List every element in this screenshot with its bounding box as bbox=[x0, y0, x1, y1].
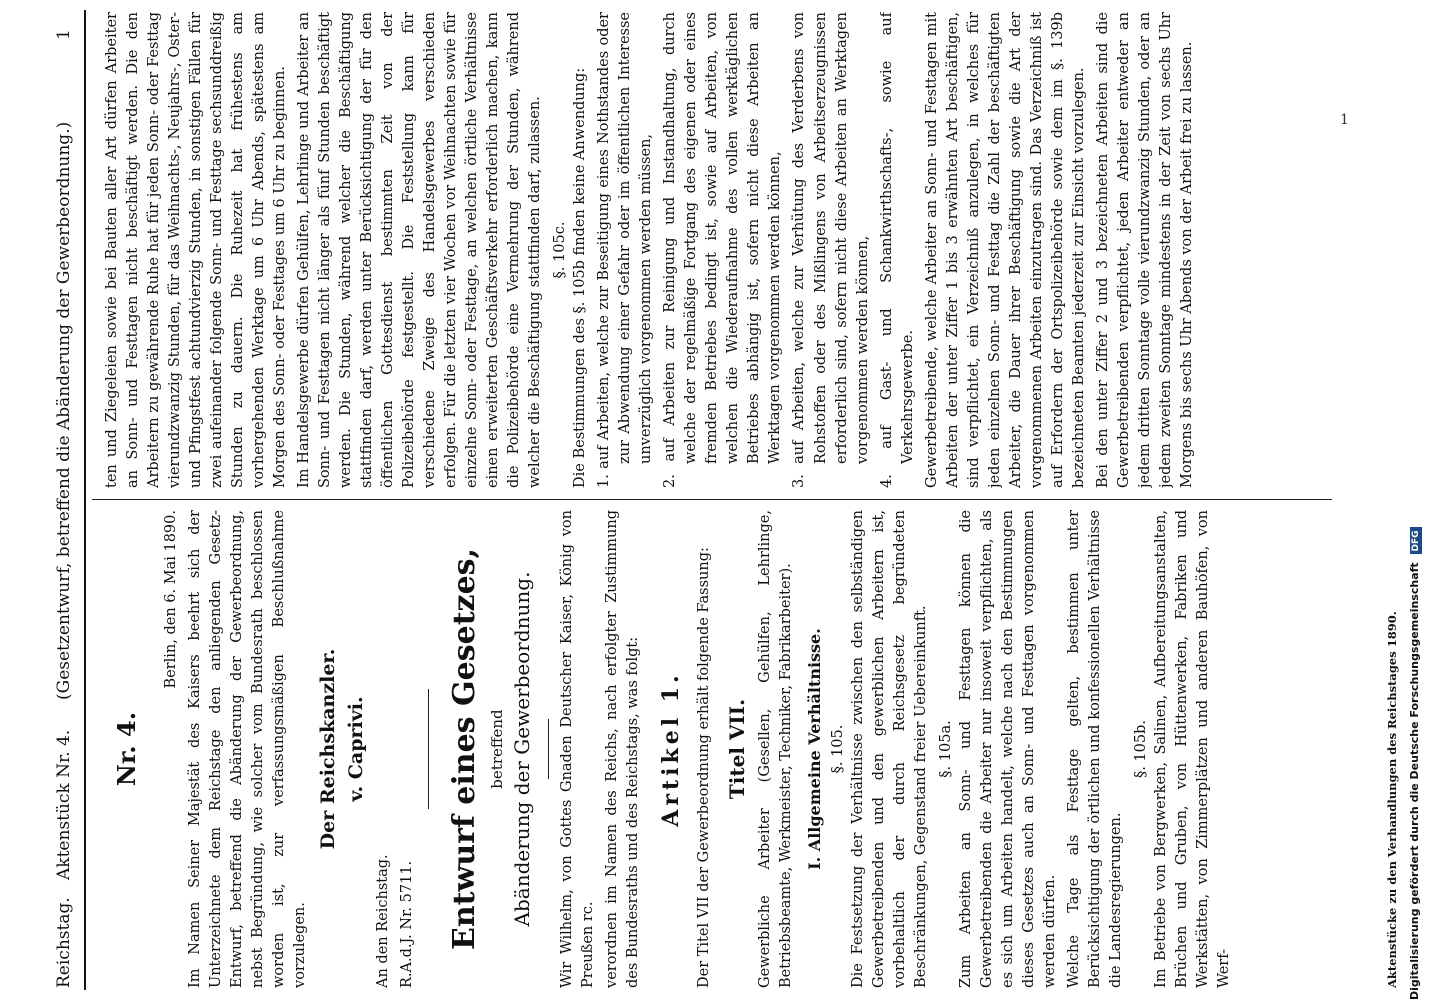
dateline: Berlin, den 6. Mai 1890. bbox=[163, 510, 179, 689]
signature-title: Der Reichskanzler. bbox=[317, 648, 340, 850]
list-item: 4. auf Gast- und Schankwirthschafts-, sowie auf Verkehrsgewerbe. bbox=[878, 12, 916, 488]
address: An den Reichstag. bbox=[375, 854, 392, 988]
list-item: 2. auf Arbeiten zur Reinigung und Instandhaltung, durch welche der regelmäßige Fortgang des eigenen oder eines fremden Betriebes bedingt ist, sowie auf Arbeiten, von welchen die Wiederaufnahme des vollen werktäglichen Betriebes abhängig ist, sofern nicht diese Arbeiten an Werktagen vorgenommen werden können, bbox=[662, 12, 784, 488]
header-aktenstueck: Aktenstück Nr. 4. bbox=[54, 729, 74, 880]
titel-subtitle: Gewerbliche Arbeiter (Gesellen, Gehülfen, Lehrlinge, Betriebsbeamte, Werkmeister, Techniker, Fabrikarbeiter). bbox=[757, 510, 795, 988]
paragraph-105: §. 105. bbox=[830, 724, 847, 774]
paragraph-105b: §. 105b. bbox=[1133, 719, 1150, 779]
preamble: Wir Wilhelm, von Gottes Gnaden Deutscher Kaiser, König von Preußen rc. bbox=[559, 510, 597, 988]
bill-title: Entwurf eines Gesetzes, bbox=[447, 547, 483, 951]
list-item: 3. auf Arbeiten, welche zur Verhütung des Verderbens von Rohstoffen oder des Mißlingens von Arbeitserzeugnissen erforderlich sind, sofern nicht diese Arbeiten an Werktagen vorgenommen werden können, bbox=[791, 12, 871, 488]
text-105c-2: Gewerbetreibende, welche Arbeiter an Sonn- und Festtagen mit Arbeiten der unter Ziffer 1 bis 3 erwähnten Art beschäftigen, sind verpflichtet, ein Verzeichniß anzulegen, in welches für jeden einzelnen Sonn- und Festtag die Zahl der beschäftigten Arbeiter, die Dauer ihrer Beschäftigung sowie die Art der vorgenommenen Arbeiten einzutragen sind. Das Verzeichniß ist auf Erfordern der Ortspolizeibehörde sowie dem im §. 139b bezeichneten Beamten jederzeit zur Einsicht vorzulegen. bbox=[923, 12, 1087, 488]
continuation-2: Im Handelsgewerbe dürfen Gehülfen, Lehrlinge und Arbeiter an Sonn- und Festtagen nicht länger als fünf Stunden beschäftigt werden. Die Stunden, während welcher die Beschäftigung stattfinden darf, werden unter Berücksichtigung der für den öffentlichen Gottesdienst bestimmten Zeit von der Polizeibehörde festgestellt. Die Feststellung kann für verschiedene Zweige des Handelsgewerbes verschieden erfolgen. Für die letzten vier Wochen vor Weihnachten sowie für einzelne Sonn- oder Festtage, an welchen örtliche Verhältnisse einen erweiterten Geschäftsverkehr erforderlich machen, kann die Polizeibehörde eine Vermehrung der Stunden, während welcher die Beschäftigung stattfinden darf, zulassen. bbox=[296, 12, 544, 488]
bill-betreffend: betreffend bbox=[488, 709, 507, 789]
signature-name: v. Caprivi. bbox=[345, 696, 368, 802]
paragraph-105c: §. 105c. bbox=[552, 221, 569, 279]
paragraph-105a: §. 105a. bbox=[938, 720, 955, 778]
column-divider bbox=[92, 499, 1332, 500]
intro-paragraph: Im Namen Seiner Majestät des Kaisers beehrt sich der Unterzeichnete dem Reichstage den anliegenden Gesetz-Entwurf, betreffend die Abänderung der Gewerbeordnung, nebst Begründung, wie solcher vom Bundesrath beschlossen worden ist, zur verfassungsmäßigen Beschlußnahme vorzulegen. bbox=[187, 510, 309, 988]
right-column bbox=[102, 12, 1432, 488]
dfg-logo: DFG bbox=[1410, 527, 1422, 554]
verordnen: verordnen im Namen des Reichs, nach erfolgter Zustimmung des Bundesraths und des Reichstags, was folgt: bbox=[604, 510, 642, 988]
separator bbox=[428, 689, 429, 809]
artikel-heading: Artikel 1. bbox=[658, 671, 685, 827]
text-105a-2: Welche Tage als Festtage gelten, bestimmen unter Berücksichtigung der örtlichen und konfessionellen Verhältnisse die Landesregierungen. bbox=[1066, 510, 1125, 988]
text-105c: Die Bestimmungen des §. 105b finden keine Anwendung: bbox=[572, 67, 589, 488]
margin-page-mark: 1 bbox=[1340, 112, 1349, 128]
section-heading: I. Allgemeine Verhältnisse. bbox=[805, 628, 825, 870]
artikel-text: Der Titel VII der Gewerbeordnung erhält folgende Fassung: bbox=[696, 547, 713, 988]
page-header bbox=[32, 0, 90, 1000]
text-105: Die Festsetzung der Verhältnisse zwischen den selbständigen Gewerbetreibenden und den gewerblichen Arbeitern ist, vorbehaltlich der durch Reichsgesetz begründeten Beschränkungen, Gegenstand freier Uebereinkunft. bbox=[850, 510, 930, 988]
titel-heading: Titel VII. bbox=[725, 698, 750, 800]
header-title: (Gesetzentwurf, betreffend die Abänderung der Gewerbeordnung.) bbox=[54, 121, 74, 700]
credit-text: Digitalisierung gefördert durch die Deutsche Forschungsgemeinschaft bbox=[1408, 562, 1421, 1000]
digitization-credit bbox=[1400, 0, 1432, 1000]
header-left: Reichstag. bbox=[54, 897, 74, 988]
document-number: Nr. 4. bbox=[112, 711, 141, 787]
reference-number: R.A.d.J. Nr. 5711. bbox=[399, 860, 416, 988]
footer-note: Aktenstücke zu den Verhandlungen des Reichstages 1890. bbox=[1385, 611, 1399, 988]
text-105a: Zum Arbeiten an Sonn- und Festtagen können die Gewerbetreibenden die Arbeiter nur insoweit verpflichten, als es sich um Arbeiten handelt, welche nach den Bestimmungen dieses Gesetzes auch an Sonn- und Festtagen vorgenommen werden dürfen. bbox=[958, 510, 1059, 988]
text-105c-3: Bei den unter Ziffer 2 und 3 bezeichneten Arbeiten sind die Gewerbetreibenden verpflichtet, jeden Arbeiter entweder an jedem dritten Sonntage volle vierundzwanzig Stunden, oder an jedem zweiten Sonntage mindestens in der Zeit von sechs Uhr Morgens bis sechs Uhr Abends von der Arbeit frei zu lassen. bbox=[1094, 12, 1195, 488]
bill-subject: Abänderung der Gewerbeordnung. bbox=[510, 571, 535, 927]
text-105b: Im Betriebe von Bergwerken, Salinen, Aufbereitungsanstalten, Brüchen und Gruben, von Hüttenwerken, Fabriken und Werkstätten, von Zimmerplätzen und anderen Bauhöfen, von Werf- bbox=[1153, 510, 1233, 988]
header-rule bbox=[84, 10, 86, 990]
continuation-1: ten und Ziegeleien sowie bei Bauten aller Art dürfen Arbeiter an Sonn- und Festtagen nicht beschäftigt werden. Die den Arbeitern zu gewährende Ruhe hat für jeden Sonn- oder Festtag vierundzwanzig Stunden, für das Weihnachts-, Neujahrs-, Oster- und Pfingstfest achtundvierzig Stunden, in sonstigen Fällen für zwei aufeinander folgende Sonn- und Festtage sechsunddreißig Stunden zu dauern. Die Ruhezeit hat frühestens am vorhergehenden Werktage um 6 Uhr Abends, spätestens am Morgen des Sonn- oder Festtages um 6 Uhr zu beginnen. bbox=[104, 12, 289, 488]
left-column bbox=[102, 510, 1432, 988]
page-number: 1 bbox=[54, 29, 74, 40]
separator bbox=[548, 719, 549, 779]
list-item: 1. auf Arbeiten, welche zur Beseitigung eines Nothstandes oder zur Abwendung einer Gefahr oder im öffentlichen Interesse unverzüglich vorgenommen werden müssen, bbox=[596, 12, 655, 488]
